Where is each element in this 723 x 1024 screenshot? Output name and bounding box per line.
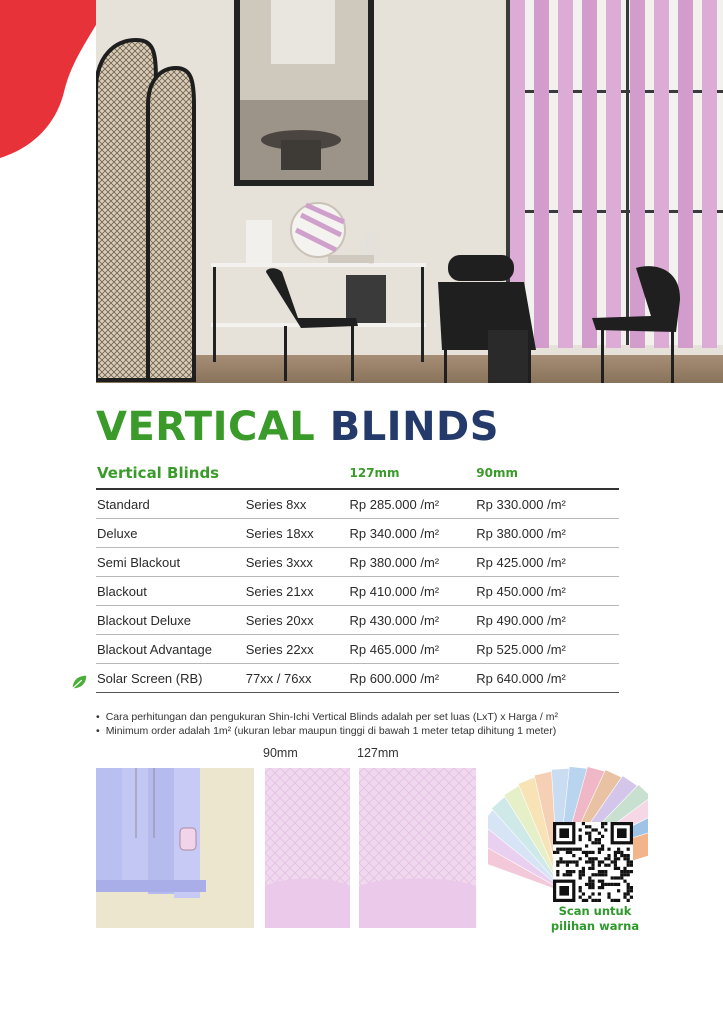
series-cell: Series 8xx <box>246 489 350 519</box>
price-127mm-cell: Rp 465.000 /m² <box>350 635 477 664</box>
series-cell: Series 18xx <box>246 519 350 548</box>
price-90mm-cell: Rp 640.000 /m² <box>476 664 619 693</box>
price-90mm-cell: Rp 425.000 /m² <box>476 548 619 577</box>
qr-caption-line2: pilihan warna <box>550 919 640 933</box>
swatch-90mm <box>265 768 350 928</box>
table-title: Vertical Blinds <box>96 458 350 489</box>
product-name-cell: Semi Blackout <box>96 548 246 577</box>
table-header-row <box>96 458 619 489</box>
series-cell: Series 22xx <box>246 635 350 664</box>
table-row <box>96 519 619 548</box>
note-item: • Cara perhitungan dan pengukuran Shin-Ichi Vertical Blinds adalah per set luas (LxT) x Harga / m² <box>96 710 558 724</box>
price-127mm-cell: Rp 285.000 /m² <box>350 489 477 519</box>
title-word-blinds: BLINDS <box>329 404 500 450</box>
table-row <box>96 664 619 693</box>
column-header-90mm: 90mm <box>476 458 619 489</box>
swatch-label-127mm: 127mm <box>357 746 399 760</box>
note-item: • Minimum order adalah 1m² (ukuran lebar maupun tinggi di bawah 1 meter tetap dihitung 1 meter) <box>96 724 558 738</box>
price-90mm-cell: Rp 380.000 /m² <box>476 519 619 548</box>
qr-caption <box>540 904 650 934</box>
series-cell: Series 20xx <box>246 606 350 635</box>
table-row <box>96 489 619 519</box>
product-name-cell: Standard <box>96 489 246 519</box>
product-name-cell: Blackout Deluxe <box>96 606 246 635</box>
series-cell: Series 3xxx <box>246 548 350 577</box>
price-90mm-cell: Rp 450.000 /m² <box>476 577 619 606</box>
column-header-127mm: 127mm <box>350 458 477 489</box>
notes-list <box>96 710 558 738</box>
qr-code-icon <box>553 822 633 902</box>
swatch-127mm <box>359 768 476 928</box>
price-table <box>96 458 619 693</box>
leaf-icon <box>70 673 88 691</box>
page-title <box>96 404 499 450</box>
table-row <box>96 577 619 606</box>
price-127mm-cell: Rp 380.000 /m² <box>350 548 477 577</box>
product-name-cell: Solar Screen (RB) <box>96 664 246 693</box>
blind-sample-photo <box>96 768 254 928</box>
table-row <box>96 635 619 664</box>
swatch-label-90mm: 90mm <box>263 746 298 760</box>
title-word-vertical: VERTICAL <box>96 404 316 450</box>
series-cell: 77xx / 76xx <box>246 664 350 693</box>
qr-caption-line1: Scan untuk <box>558 904 632 918</box>
product-name-cell: Blackout Advantage <box>96 635 246 664</box>
price-90mm-cell: Rp 490.000 /m² <box>476 606 619 635</box>
series-cell: Series 21xx <box>246 577 350 606</box>
price-90mm-cell: Rp 330.000 /m² <box>476 489 619 519</box>
product-name-cell: Deluxe <box>96 519 246 548</box>
hero-photo <box>96 0 723 383</box>
product-name-cell: Blackout <box>96 577 246 606</box>
price-127mm-cell: Rp 430.000 /m² <box>350 606 477 635</box>
table-row <box>96 606 619 635</box>
price-90mm-cell: Rp 525.000 /m² <box>476 635 619 664</box>
price-127mm-cell: Rp 600.000 /m² <box>350 664 477 693</box>
table-row <box>96 548 619 577</box>
price-127mm-cell: Rp 410.000 /m² <box>350 577 477 606</box>
price-127mm-cell: Rp 340.000 /m² <box>350 519 477 548</box>
